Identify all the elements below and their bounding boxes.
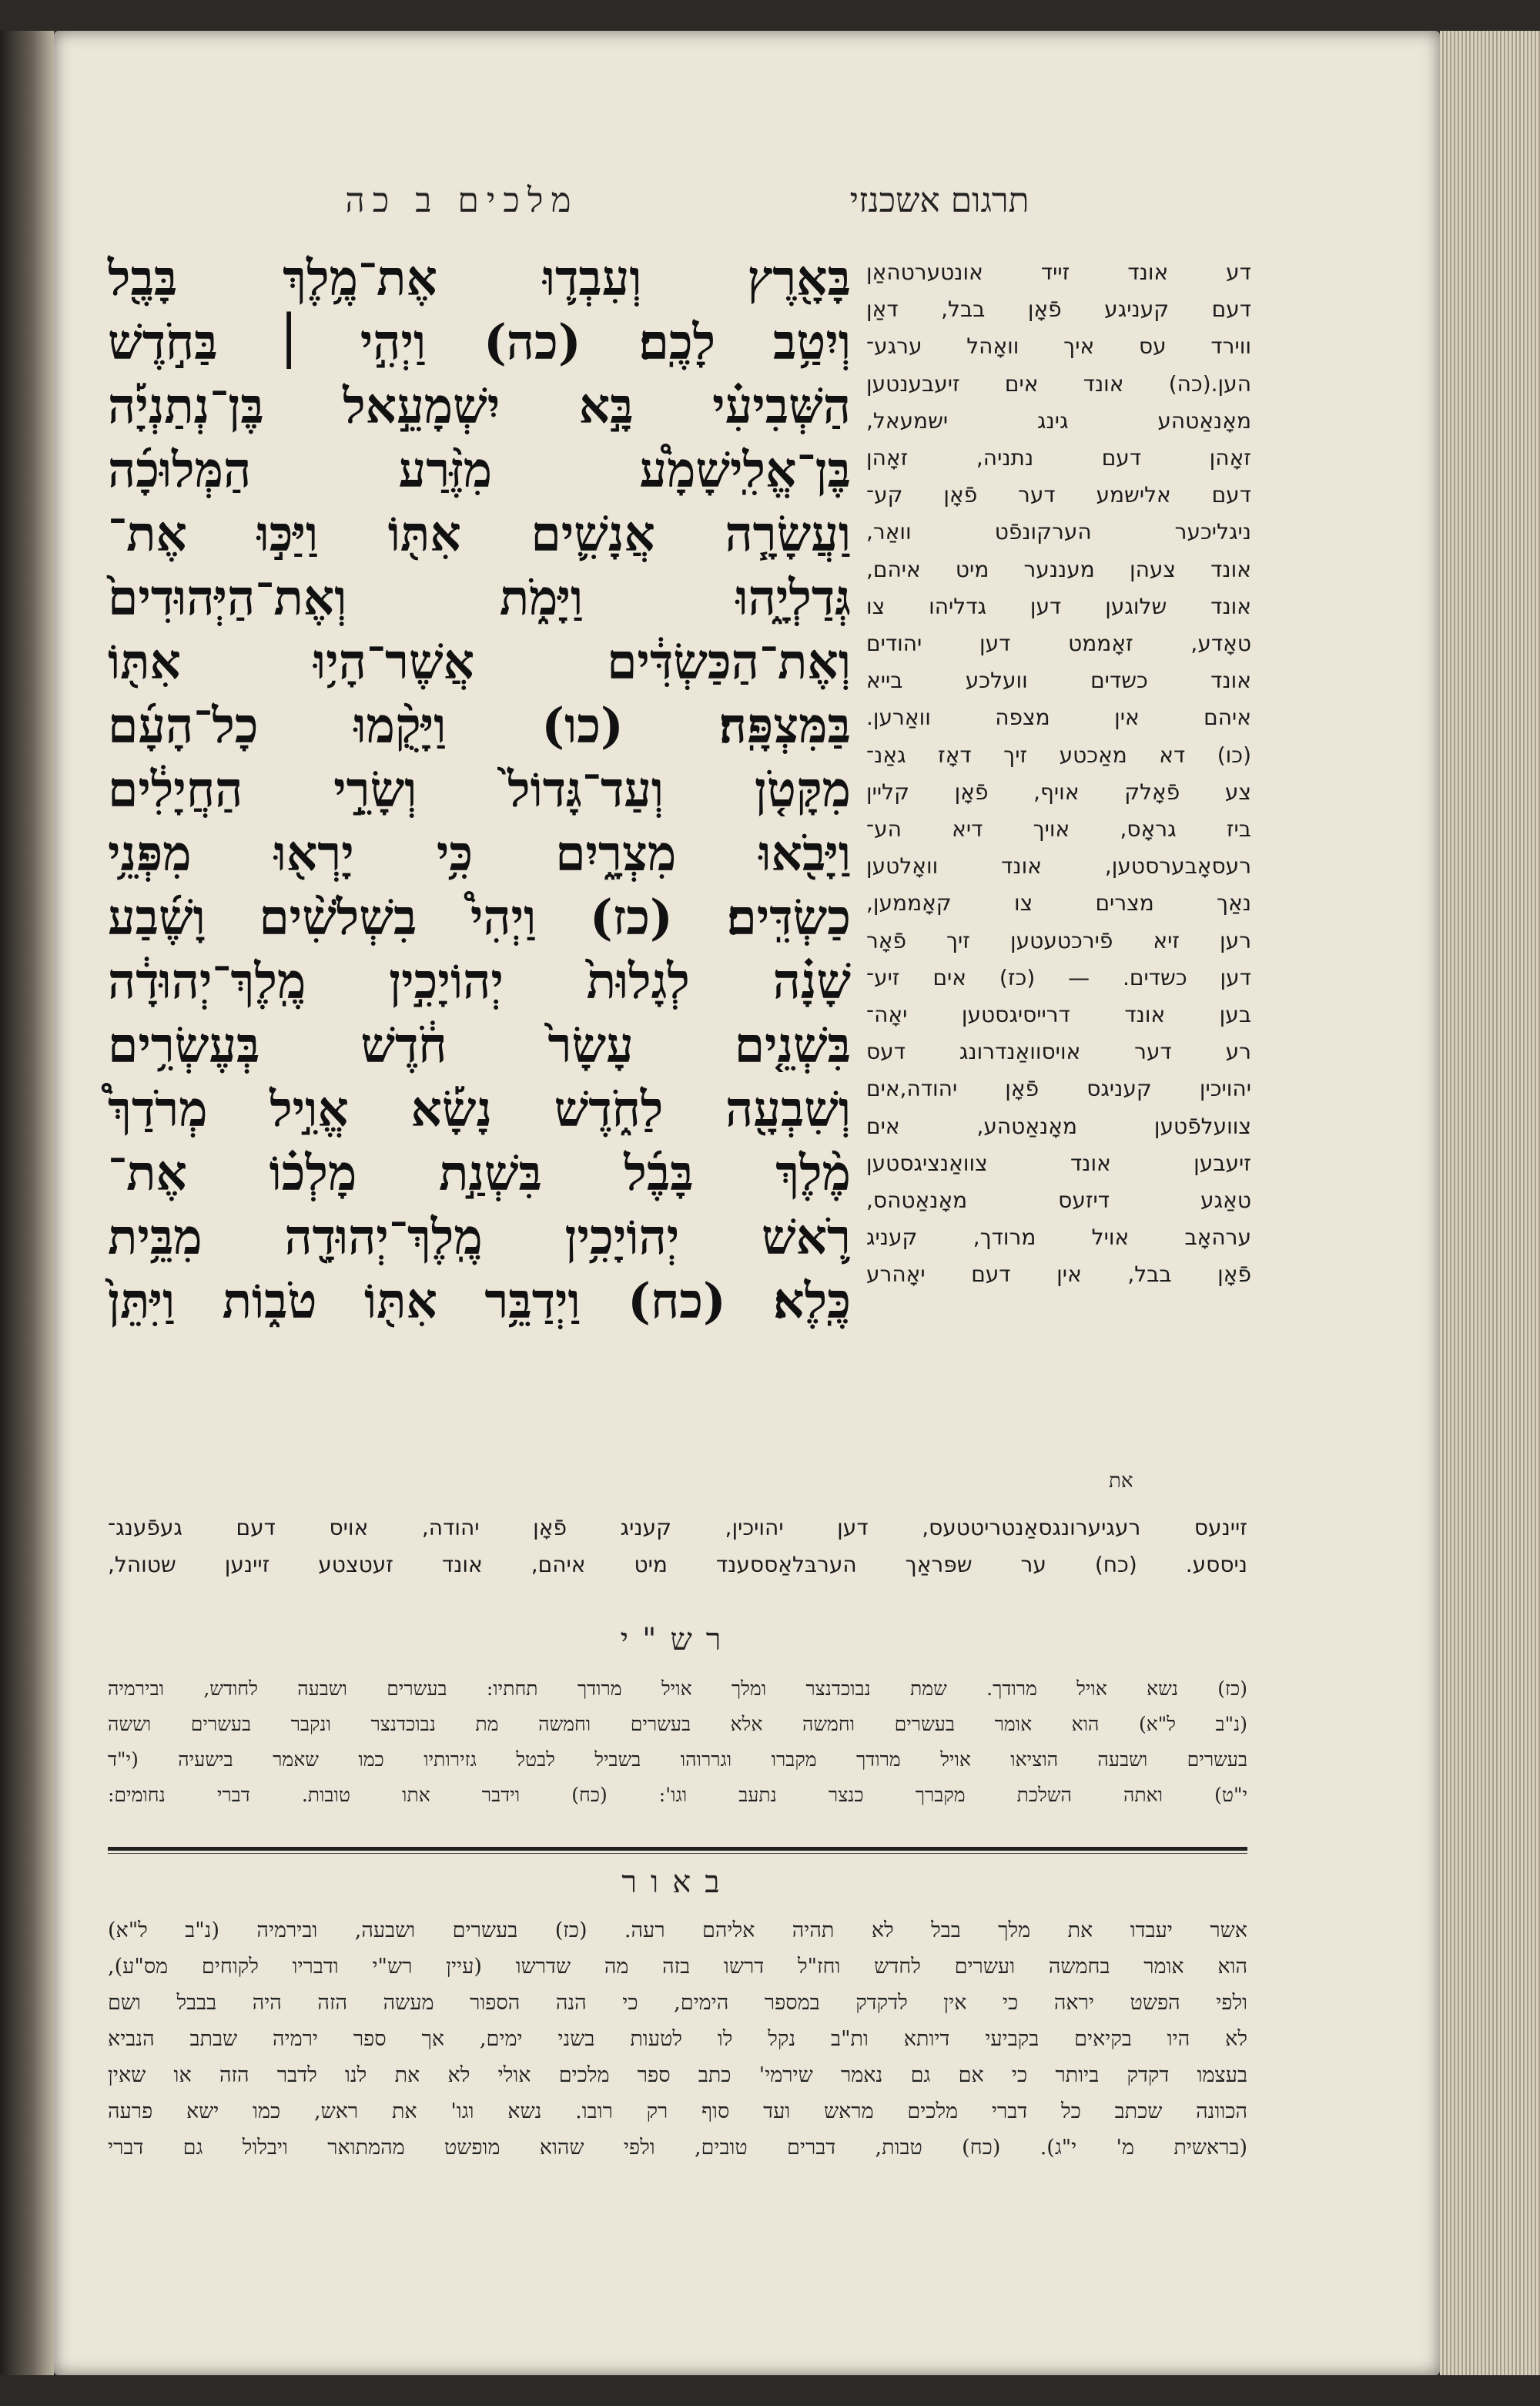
targum-line: דעם קעניגע פֿאָן בבל, דאַן (866, 297, 1251, 323)
section-divider-thin (108, 1853, 1247, 1854)
hebrew-line: וַעֲשָׂרָ֧ה אֲנָשִׁ֛ים אִתּ֖וֹ וַיַּכּ֣וּ אֶת־ (108, 505, 851, 562)
hebrew-line: רֹ֛אשׁ יְהוֹיָכִ֥ין מֶֽלֶךְ־יְהוּדָ֖ה מִבֵּ֥ית (108, 1208, 851, 1265)
rashi-line: (כז) נשא אויל מרודך. שמת נבוכדנצר ומלך אויל מרודך תחתיו: בעשרים ושבעה לחודש, ובירמיה (108, 1677, 1247, 1700)
biur-line: בעצמו דקדק ביותר כי אם גם נאמר שירמי' כתב ספר מלכים אולי לא את לנו לדבר הזה או שאין (108, 2063, 1247, 2087)
hebrew-line: מִקָּטֹ֤ן וְעַד־גָּדוֹל֙ וְשָׂרֵ֣י הַחֲיָלִ֔ים (108, 761, 851, 818)
targum-line: יהויכין קעניגס פֿאָן יהודה,אים (866, 1076, 1251, 1102)
targum-line: צע פֿאָלק אויף, פֿאָן קליין (866, 779, 1251, 805)
rashi-line: (נ"ב ל"א) הוא אומר בעשרים וחמשה אלא בעשרים וחמשה מת נבוכדנצר ונקבר בעשרים וששה (108, 1713, 1247, 1735)
targum-column (866, 254, 1251, 1294)
targum-line: איהם אין מצפה וואַרען. (866, 705, 1251, 731)
biur-line: הכוונה שכתב כל דברי מלכים מראש ועד סוף רק רובו. נשא וגו' את ראש, כמו ישא פרעה (108, 2099, 1247, 2123)
rashi-line: בעשרים ושבעה הוציאו אויל מרודך מקברו וגררוהו בשביל לבטל גזירותיו כמו שאמר בישעיה (י"ד (108, 1748, 1247, 1771)
running-head-targum: תרגום אשכנזי (849, 181, 1029, 220)
targum-line: ניגליכער הערקונפֿט וואַר, (866, 519, 1251, 545)
biur-line: לא היו בקיאים בקביעי דיותא ות"ב נקל לו לטעות בשני ימים, אך ספר ירמיה שבתב הנביא (108, 2027, 1247, 2051)
biur-line: הוא אומר בחמשה ועשרים לחדש וחז"ל דרשו בזה מה שדרשו (עיין רש"י ודבריו לקוחים מס"ע), (108, 1955, 1247, 1979)
hebrew-line: וְשִׁבְעָ֖ה לַחֹ֑דֶשׁ נָשָׂ֡א אֱוִ֣יל מְרֹדַךְ֩ (108, 1081, 851, 1138)
targum-line: ניססע. (כח) ער שפּראַך הערבּלאַססענד מיט איהם, אונד זעטצטע זיינען שטוהל, (108, 1552, 1247, 1578)
biur-line: אשר יעבדו את מלך בבל לא תהיה אליהם רעה. (כז) בעשרים ושבעה, ובירמיה (נ"ב ל"א) (108, 1918, 1247, 1942)
targum-line: דע אונד זייד אונטערטהאַן (866, 260, 1251, 285)
targum-line: דען כשדים. — (כז) אים זיע־ (866, 964, 1251, 990)
targum-line: טאַגע דיזעס מאָנאַטהס, (866, 1188, 1251, 1214)
hebrew-line: וְאֶת־הַכַּשְׂדִּ֔ים אֲשֶׁר־הָי֥וּ אִתּ֖וֹ (108, 633, 851, 690)
hebrew-line: הַשְּׁבִיעִ֗י בָּ֣א יִשְׁמָעֵ֣אל בֶּן־נְתַנְיָ֡ה (108, 377, 851, 434)
page-edges (1440, 31, 1540, 2375)
targum-line: אונד כשדים וועלכע בייא (866, 668, 1251, 694)
targum-line: ווירד עס איך וואָהל ערגע־ (866, 333, 1251, 360)
targum-line: מאָנאַטהע גינג ישמעאל, (866, 407, 1251, 434)
hebrew-line: וְיִטַ֥ב לָכֶֽם׃ (כה) וַיְהִ֣י ׀ בַּחֹ֣דֶשׁ (108, 313, 851, 370)
biur-heading: באור (621, 1865, 734, 1900)
targum-line: זיעבען אונד צוואַנציגסטען (866, 1150, 1251, 1176)
hebrew-line: בִּשְׁנֵ֤ים עָשָׂר֙ חֹ֔דֶשׁ בְּעֶשְׂרִ֥ים (108, 1017, 851, 1074)
section-divider (108, 1847, 1247, 1851)
targum-line: בען אונד דרייסיגסטען יאָה־ (866, 1002, 1251, 1028)
targum-line: פֿאָן בבל, אין דעם יאָהרע (866, 1262, 1251, 1288)
targum-line: צוועלפֿטען מאָנאַטהע, אים (866, 1113, 1251, 1139)
hebrew-line: כַשְׂדִּֽים׃ (כז) וַיְהִי֩ בִשְׁלֹשִׁ֨ים וָשֶׁ֜בַע (108, 889, 851, 946)
targum-line: נאַך מצרים צו קאָממען, (866, 890, 1251, 916)
hebrew-line: כֶּֽלֶא׃ (כח) וַיְדַבֵּ֥ר אִתּ֖וֹ טֹב֑וֹת וַיִּתֵּן֙ (108, 1272, 851, 1329)
hebrew-line: בֶּן־אֱלִֽישָׁמָ֩ע מִזֶּ֨רַע הַמְּלוּכָ֜ה (108, 441, 851, 498)
targum-line: ערהאָב אויל מרודך, קעניג (866, 1225, 1251, 1251)
targum-line: רע דער אויסוואַנדרונג דעס (866, 1039, 1251, 1065)
hebrew-line: בַּמִּצְפָּֽה׃ (כו) וַיָּקֻ֨מוּ כָל־הָעָ֜ם (108, 697, 851, 754)
hebrew-line: בָּאָ֖רֶץ וְעִבְד֛וּ אֶת־מֶ֥לֶךְ בָּבֶ֖ל (108, 250, 851, 307)
margin-note: את (1109, 1469, 1133, 1493)
hebrew-line: וַיָּבֹ֖אוּ מִצְרָ֑יִם כִּ֥י יָרְא֖וּ מִפְּנֵ֥י (108, 825, 851, 882)
targum-line: זאָהן דעם נתניה, זאָהן (866, 445, 1251, 471)
hebrew-line: מֶ֨לֶךְ בָּבֶ֜ל בִּשְׁנַ֣ת מָלְכ֗וֹ אֶת־ (108, 1144, 851, 1201)
targum-line: טאָדע, זאָממט דען יהודים (866, 631, 1251, 657)
targum-line: זיינעס רעגיערונגסאַנטריטטעס, דען יהויכין, קעניג פֿאָן יהודה, אויס דעם געפֿענג־ (108, 1515, 1247, 1540)
hebrew-text-column (108, 246, 851, 1333)
hebrew-line: שָׁנָ֗ה לְגָלוּת֙ יְהוֹיָכִ֣ין מֶֽלֶךְ־יְהוּדָ֔ה (108, 953, 851, 1010)
targum-line: (כו) דא מאַכטע זיך דאָז גאַנ־ (866, 742, 1251, 768)
book-spine (0, 31, 54, 2375)
targum-continuation (108, 1510, 1247, 1583)
targum-line: רעסאָבערסטען, אונד וואָלטען (866, 853, 1251, 880)
rashi-heading: רש"י (620, 1622, 735, 1657)
hebrew-line: גְּדַלְיָ֑הוּ וַיָּמֹ֑ת וְאֶת־הַיְּהוּדִים֙ (108, 569, 851, 626)
biur-commentary (108, 1912, 1247, 2166)
biur-line: ולפי הפשט יראה כי אין לדקדק במספר הימים, כי הנה הספור מעשה הזה היה בבבל ושם (108, 1991, 1247, 2015)
targum-line: דעם אלישמע דער פֿאָן קע־ (866, 482, 1251, 508)
targum-line: אונד שלוגען דען גדליהו צו (866, 593, 1251, 619)
targum-line: רען זיא פֿירכטעטען זיך פֿאָר (866, 927, 1251, 953)
running-head-book: מלכים ב כה (345, 181, 579, 220)
targum-line: הען.(כה) אונד אים זיעבענטען (866, 370, 1251, 397)
rashi-line: י"ט) ואתה השלכת מקברך כנצר נתעב וגו': (כח) וידבר אתו טובות. דברי נחומים: (108, 1784, 1247, 1806)
targum-line: ביז גראָס, אויך דיא הע־ (866, 816, 1251, 843)
rashi-commentary (108, 1671, 1247, 1813)
biur-line: (בראשית מ' י"ג). (כח) טבות, דברים טובים, ולפי שהוא מופשט מהמתואר ויבלול גם דברי (108, 2136, 1247, 2160)
targum-line: אונד צעהן מעננער מיט איהם, (866, 556, 1251, 582)
